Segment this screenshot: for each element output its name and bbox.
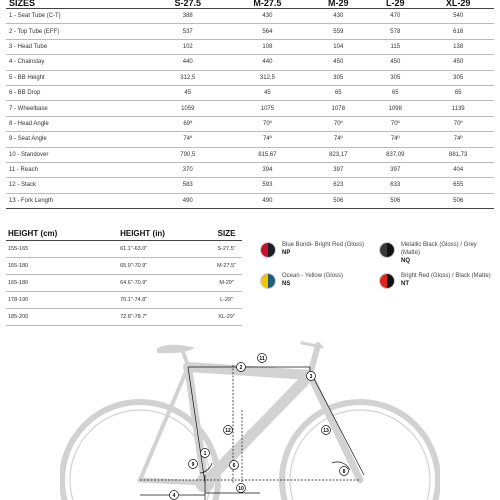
- geometry-cell: 618: [422, 24, 494, 39]
- svg-text:3: 3: [309, 373, 313, 380]
- geometry-cell: 1059: [149, 101, 227, 116]
- geometry-cell: 70º: [308, 116, 368, 131]
- geometry-cell: 583: [149, 178, 227, 193]
- size-guide-size: S-27.5": [209, 241, 242, 258]
- geometry-cell: 430: [308, 9, 368, 24]
- geometry-row-label: 4 - Chainstay: [6, 55, 149, 70]
- geometry-cell: 305: [422, 70, 494, 85]
- geometry-row: [6, 178, 494, 193]
- svg-text:12: 12: [225, 427, 231, 434]
- marker-1: [201, 449, 210, 458]
- size-guide-in: 61.1"-63.0": [86, 241, 209, 258]
- color-swatch-ns: [260, 273, 276, 289]
- color-option-nt: [379, 272, 494, 289]
- geometry-cell: 655: [422, 178, 494, 193]
- geometry-cell: 74º: [227, 132, 309, 147]
- geometry-cell: 74º: [149, 132, 227, 147]
- geometry-cell: 537: [149, 24, 227, 39]
- geometry-cell: 70º: [422, 116, 494, 131]
- geometry-cell: 440: [149, 55, 227, 70]
- geometry-cell: 74º: [368, 132, 422, 147]
- geometry-cell: 578: [368, 24, 422, 39]
- color-swatch-nq: [379, 242, 395, 258]
- geometry-cell: 45: [149, 85, 227, 100]
- color-name-nq: Metallic Black (Gloss) / Grey (Matte): [401, 242, 477, 256]
- marker-11: [258, 354, 267, 363]
- marker-4: [170, 491, 179, 500]
- size-guide-table: [6, 227, 242, 326]
- geometry-row: [6, 39, 494, 54]
- marker-13: [322, 426, 331, 435]
- color-swatch-np: [260, 242, 276, 258]
- geometry-row-label: 9 - Seat Angle: [6, 132, 149, 147]
- geometry-cell: 623: [308, 178, 368, 193]
- size-guide-size: M-27.5": [209, 258, 242, 275]
- svg-text:2: 2: [239, 364, 243, 371]
- geometry-cell: 823,17: [308, 147, 368, 162]
- svg-text:8: 8: [342, 468, 346, 475]
- geometry-cell: 633: [368, 178, 422, 193]
- geometry-cell: 74º: [422, 132, 494, 147]
- geometry-cell: 65: [368, 85, 422, 100]
- size-guide-cm: 185-200: [6, 309, 86, 326]
- marker-8: [340, 467, 349, 476]
- size-guide-in: 70.1"-74.8": [86, 292, 209, 309]
- geometry-row-label: 11 - Reach: [6, 162, 149, 177]
- size-guide-header-in: HEIGHT (in): [86, 227, 209, 241]
- geometry-cell: 506: [422, 193, 494, 208]
- geometry-cell: 404: [422, 162, 494, 177]
- geometry-header-size: S-27.5: [149, 0, 227, 9]
- geometry-row-label: 10 - Standover: [6, 147, 149, 162]
- color-code-np: NP: [282, 250, 291, 256]
- geometry-cell: 450: [368, 55, 422, 70]
- color-code-ns: NS: [282, 281, 291, 287]
- geometry-cell: 69º: [149, 116, 227, 131]
- geometry-table: [6, 0, 494, 209]
- geometry-cell: 790,5: [149, 147, 227, 162]
- geometry-cell: 70º: [368, 116, 422, 131]
- geometry-row: [6, 132, 494, 147]
- geometry-cell: 506: [308, 193, 368, 208]
- geometry-row-label: 12 - Stack: [6, 178, 149, 193]
- color-swatch-nt: [379, 273, 395, 289]
- size-guide-in: 72.8"-78.7": [86, 309, 209, 326]
- geometry-row-label: 2 - Top Tube (EFF): [6, 24, 149, 39]
- geometry-row: [6, 116, 494, 131]
- geometry-cell: 881,73: [422, 147, 494, 162]
- geometry-row: [6, 85, 494, 100]
- size-guide-cm: 178-190: [6, 292, 86, 309]
- geometry-cell: 388: [149, 9, 227, 24]
- geometry-cell: 138: [422, 39, 494, 54]
- size-guide-header-size: SIZE: [209, 227, 242, 241]
- geometry-row-label: 7 - Wheelbase: [6, 101, 149, 116]
- size-guide-row: [6, 309, 242, 326]
- size-guide-cm: 165-180: [6, 258, 86, 275]
- size-guide-row: [6, 241, 242, 258]
- geometry-row-label: 6 - BB Drop: [6, 85, 149, 100]
- geometry-cell: 593: [227, 178, 309, 193]
- geometry-cell: 1078: [308, 101, 368, 116]
- geometry-cell: 394: [227, 162, 309, 177]
- size-guide-cm: 155-165: [6, 241, 86, 258]
- geometry-row-label: 1 - Seat Tube (C-T): [6, 9, 149, 24]
- color-name-ns: Ocean - Yellow (Gloss): [282, 273, 344, 279]
- geometry-cell: 65: [422, 85, 494, 100]
- color-option-nq: [379, 241, 494, 265]
- geometry-cell: 837,09: [368, 147, 422, 162]
- geometry-cell: 312,5: [149, 70, 227, 85]
- geometry-cell: 470: [368, 9, 422, 24]
- svg-text:6: 6: [232, 462, 236, 469]
- svg-text:1: 1: [203, 450, 207, 457]
- geometry-row: [6, 147, 494, 162]
- geometry-cell: 108: [227, 39, 309, 54]
- geometry-row: [6, 101, 494, 116]
- bike-silhouette: [62, 343, 438, 500]
- marker-9: [189, 460, 198, 469]
- marker-6: [230, 461, 239, 470]
- geometry-row: [6, 193, 494, 208]
- geometry-row: [6, 162, 494, 177]
- geometry-cell: 815,67: [227, 147, 309, 162]
- size-guide-header-cm: HEIGHT (cm): [6, 227, 86, 241]
- marker-12: [224, 426, 233, 435]
- marker-2: [237, 363, 246, 372]
- geometry-row-label: 3 - Head Tube: [6, 39, 149, 54]
- marker-10: [237, 484, 246, 493]
- geometry-cell: 305: [308, 70, 368, 85]
- geometry-cell: 1139: [422, 101, 494, 116]
- size-guide-cm: 165-180: [6, 275, 86, 292]
- geometry-cell: 305: [368, 70, 422, 85]
- geometry-cell: 45: [227, 85, 309, 100]
- geometry-row: [6, 24, 494, 39]
- bike-geometry-diagram: [60, 335, 440, 500]
- geometry-cell: 559: [308, 24, 368, 39]
- geometry-cell: 430: [227, 9, 309, 24]
- size-guide-row: [6, 258, 242, 275]
- geometry-cell: 74º: [308, 132, 368, 147]
- geometry-row-label: 5 - BB Height: [6, 70, 149, 85]
- geometry-cell: 65: [308, 85, 368, 100]
- size-guide-size: M-29": [209, 275, 242, 292]
- color-option-ns: [260, 272, 370, 289]
- geometry-cell: 104: [308, 39, 368, 54]
- color-option-np: [260, 241, 370, 258]
- size-guide-row: [6, 292, 242, 309]
- geometry-cell: 540: [422, 9, 494, 24]
- geometry-row-label: 8 - Head Angle: [6, 116, 149, 131]
- geometry-cell: 490: [227, 193, 309, 208]
- svg-text:4: 4: [172, 492, 176, 499]
- size-guide-size: XL-29": [209, 309, 242, 326]
- size-guide-in: 64.6"-70.9": [86, 275, 209, 292]
- geometry-cell: 490: [149, 193, 227, 208]
- geometry-row: [6, 70, 494, 85]
- geometry-row: [6, 9, 494, 24]
- geometry-cell: 397: [308, 162, 368, 177]
- geometry-cell: 450: [422, 55, 494, 70]
- geometry-cell: 115: [368, 39, 422, 54]
- geometry-header-size: XL-29: [422, 0, 494, 9]
- geometry-header-size: L-29: [368, 0, 422, 9]
- geometry-header-row: [6, 0, 494, 9]
- svg-text:10: 10: [238, 485, 244, 492]
- svg-text:9: 9: [191, 461, 195, 468]
- color-code-nq: NQ: [401, 258, 410, 264]
- marker-3: [307, 372, 316, 381]
- svg-text:11: 11: [259, 355, 265, 362]
- geometry-cell: 312,5: [227, 70, 309, 85]
- geometry-cell: 564: [227, 24, 309, 39]
- geometry-cell: 1098: [368, 101, 422, 116]
- geometry-row: [6, 55, 494, 70]
- color-name-np: Blue Bondi- Bright Red (Gloss): [282, 242, 365, 248]
- geometry-cell: 370: [149, 162, 227, 177]
- size-guide-row: [6, 275, 242, 292]
- color-code-nt: NT: [401, 281, 409, 287]
- geometry-header-sizes: SIZES: [6, 0, 149, 9]
- svg-text:13: 13: [323, 427, 329, 434]
- geometry-header-size: M-27.5: [227, 0, 309, 9]
- geometry-cell: 440: [227, 55, 309, 70]
- geometry-row-label: 13 - Fork Length: [6, 193, 149, 208]
- geometry-cell: 1075: [227, 101, 309, 116]
- geometry-cell: 450: [308, 55, 368, 70]
- size-guide-size: L-29": [209, 292, 242, 309]
- geometry-cell: 102: [149, 39, 227, 54]
- size-guide-in: 65.0"-70.9": [86, 258, 209, 275]
- geometry-cell: 506: [368, 193, 422, 208]
- color-name-nt: Bright Red (Gloss) / Black (Matte): [401, 273, 491, 279]
- geometry-cell: 397: [368, 162, 422, 177]
- geometry-cell: 70º: [227, 116, 309, 131]
- geometry-header-size: M-29: [308, 0, 368, 9]
- size-guide-header-row: [6, 227, 242, 241]
